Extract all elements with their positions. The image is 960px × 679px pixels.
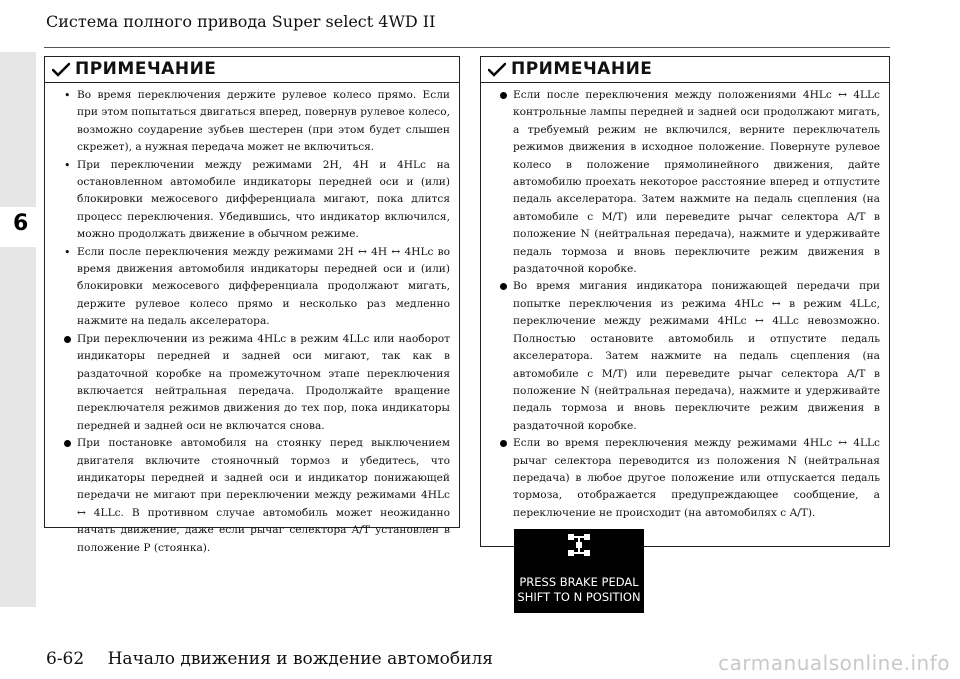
- page-header-title: Система полного привода Super select 4WD II: [46, 12, 436, 31]
- page-footer: [46, 649, 493, 669]
- note-item: Если после переключения между положениями 4HLc ↔ 4LLc контрольные лампы передней и задней оси продолжают мигать, а требуемый режим не включился, верните переключатель режимов движения в исходное положение. Повернуте рулевое колесо в положение прямолинейного движения, дайте автомобилю проехать некоторое расстояние вперед и отпустите педаль акселератора. Затем нажмите на педаль сцепления (на автомобиле с M/T) или переведите рычаг селектора A/T в положение N (нейтральная передача), нажмите и удерживайте педаль тормоза и вновь переключите режим движения в раздаточной коробке.: [497, 87, 880, 278]
- note-box-right: [480, 56, 890, 605]
- header-divider: [44, 47, 890, 48]
- page-number: 6-62: [46, 649, 85, 669]
- note-item: Если во время переключения между режимами 4HLc ↔ 4LLc рычаг селектора переводится из положения N (нейтральная передача) в любое другое положение или отпускается педаль тормоза, отображается предупреждающее сообщение, а переключение не происходит (на автомобилях с A/T).: [497, 435, 880, 522]
- note-title: ПРИМЕЧАНИЕ: [511, 59, 653, 79]
- drivetrain-warning-icon: [566, 531, 592, 559]
- side-strip: [0, 52, 36, 607]
- note-item: • Если после переключения между режимами 2H ↔ 4H ↔ 4HLc во время движения автомобиля индикаторы передней оси и (или) блокировки межосевого дифференциала продолжают мигать, держите рулевое колесо прямо и несколько раз медленно нажмите на педаль акселератора.: [61, 244, 450, 331]
- display-line-2: SHIFT TO N POSITION: [517, 590, 641, 605]
- note-item: Во время мигания индикатора понижающей передачи при попытке переключения из режима 4HLc ↔ в режим 4LLc, переключение между режимами 4HLc ↔ 4LLc невозможно. Полностью остановите автомобиль и отпустите педаль акселератора. Затем нажмите на педаль сцепления (на автомобиле с M/T) или переведите рычаг селектора A/T в положение N (нейтральная передача), нажмите и удерживайте педаль тормоза и вновь переключите режим движения в раздаточной коробке.: [497, 278, 880, 435]
- note-title: ПРИМЕЧАНИЕ: [75, 59, 217, 79]
- note-item: При постановке автомобиля на стоянку перед выключением двигателя включите стояночный тормоз и убедитесь, что индикаторы передней и задней оси и индикатор понижающей передачи не мигают при переключении между режимами 4HLc ↔ 4LLc. В противном случае автомобиль может неожиданно начать движение, даже если рычаг селектора A/T установлен в положение P (стоянка).: [61, 435, 450, 557]
- chapter-number: 6: [13, 211, 29, 236]
- note-header: [45, 57, 459, 83]
- note-box-left: [44, 56, 460, 554]
- note-body: [45, 83, 459, 557]
- note-item: При переключении из режима 4HLc в режим 4LLc или наоборот индикаторы передней и задней оси мигают, так как в раздаточной коробке на промежуточном этапе переключения включается нейтральная передача. Продолжайте вращение переключателя режимов движения до тех пор, пока индикаторы передней и задней оси не включатся снова.: [61, 331, 450, 435]
- pencil-check-icon: [52, 62, 70, 77]
- note-item: • Во время переключения держите рулевое колесо прямо. Если при этом попытаться двигаться вперед, повернув рулевое колесо, возможно соударение зубьев шестерен (при этом будет слышен скрежет), а нужная передача может не включиться.: [61, 87, 450, 157]
- note-item: • При переключении между режимами 2H, 4H и 4HLc на остановленном автомобиле индикаторы передней оси и (или) блокировки межосевого дифференциала мигают, пока длится процесс переключения. Убедившись, что индикатор включился, можно продолжать движение в обычном режиме.: [61, 157, 450, 244]
- display-line-1: PRESS BRAKE PEDAL: [519, 575, 639, 590]
- watermark: carmanualsonline.info: [718, 651, 950, 675]
- note-body: [481, 83, 889, 613]
- section-title: Начало движения и вождение автомобиля: [107, 649, 493, 669]
- note-header: [481, 57, 889, 83]
- warning-display: [514, 529, 644, 613]
- pencil-check-icon: [488, 62, 506, 77]
